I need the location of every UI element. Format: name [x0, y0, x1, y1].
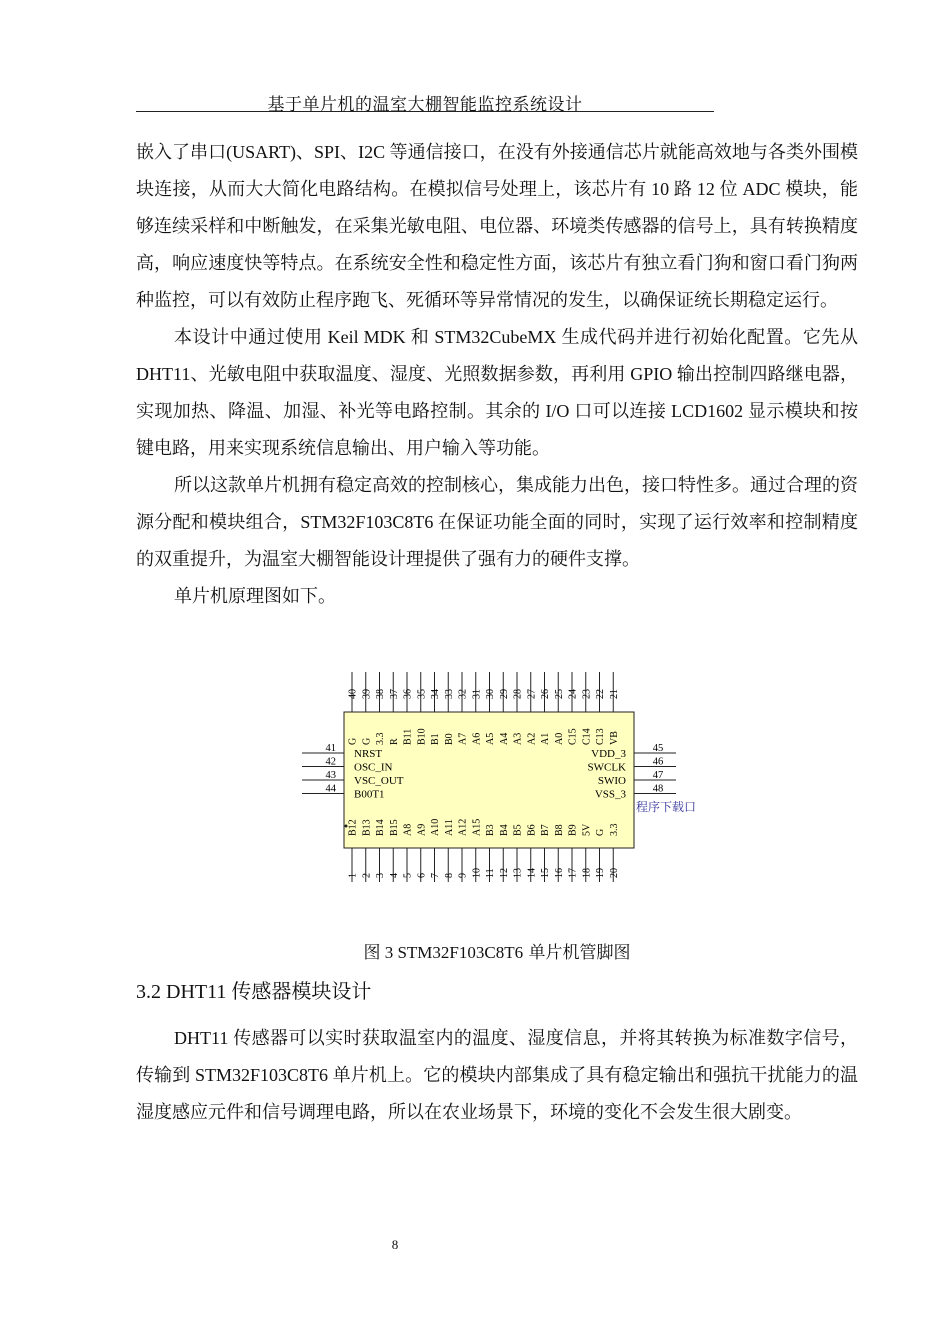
bottom-pin-label: 5V [581, 823, 593, 836]
bottom-pin-number: 3 [375, 873, 386, 878]
top-pin-label: A7 [457, 732, 469, 745]
bottom-pin-label: B13 [361, 819, 373, 836]
paragraph-1: 嵌入了串口(USART)、SPI、I2C 等通信接口，在没有外接通信芯片就能高效地与各类外围模块连接，从而大大简化电路结构。在模拟信号处理上，该芯片有 10 路 12 位 ADC 模块，能够连续采样和中断触发，在采集光敏电阻、电位器、环境类传感器的信号上，具有转换精度高，响应速度快等特点。在系统安全性和稳定性方面，该芯片有独立看门狗和窗口看门狗两种监控，可以有效防止程序跑飞、死循环等异常情况的发生，以确保证统长期稳定运行。 [136, 142, 858, 310]
left-pin-label: NRST [354, 748, 383, 760]
bottom-pin-number: 2 [361, 873, 373, 878]
right-pin-label: VDD_3 [591, 748, 626, 760]
bottom-pin-number: 8 [443, 873, 455, 878]
top-pin-label: VB [608, 731, 620, 745]
left-pin-number: 42 [325, 756, 336, 768]
header-rule [136, 111, 714, 112]
right-pin-label: SWCLK [587, 761, 626, 774]
bottom-pin-number: 1 [347, 873, 359, 878]
bottom-pin-number: 17 [567, 868, 579, 878]
bottom-pin-number: 5 [402, 873, 414, 878]
top-pin-number: 24 [567, 689, 579, 699]
top-pin-number: 21 [608, 689, 620, 699]
paragraph-3: 所以这款单片机拥有稳定高效的控制核心，集成能力出色，接口特性多。通过合理的资源分配和模块组合，STM32F103C8T6 在保证功能全面的同时，实现了运行效率和控制精度的双重提升，为温室大棚智能设计理提供了强有力的硬件支撑。 [136, 475, 858, 569]
bottom-pin-number: 6 [416, 873, 428, 878]
bottom-pin-number: 4 [388, 873, 400, 878]
bottom-pin-label: B9 [567, 824, 579, 836]
bottom-pin-label: A10 [430, 818, 441, 836]
bottom-pin-label: G [595, 828, 606, 836]
top-pin-number: 26 [540, 689, 551, 699]
bottom-pin-number: 11 [485, 868, 496, 878]
top-pin-number: 35 [416, 689, 428, 699]
body-text [136, 134, 858, 615]
right-pin-label: VSS_3 [594, 788, 626, 801]
top-pin-number: 29 [498, 689, 510, 699]
top-pin-label: B0 [443, 733, 455, 745]
top-pin-number: 39 [361, 689, 373, 699]
bottom-pin-number: 12 [498, 868, 510, 878]
bottom-pin-label: A11 [443, 819, 455, 836]
top-pin-label: B10 [416, 728, 428, 745]
top-pin-number: 31 [471, 689, 483, 699]
top-pin-number: 28 [512, 689, 524, 699]
section-title: 3.2 DHT11 传感器模块设计 [136, 981, 372, 1003]
page-header-title: 基于单片机的温室大棚智能监控系统设计 [267, 95, 583, 114]
page-number: 8 [391, 1237, 399, 1252]
top-pin-number: 36 [402, 689, 414, 699]
bottom-pin-number: 16 [553, 868, 565, 878]
top-pin-label: R [388, 738, 400, 745]
bottom-pin-label: A12 [457, 818, 469, 836]
section-body [136, 1020, 858, 1131]
top-pin-label: B11 [402, 728, 414, 745]
top-pin-label: A3 [512, 732, 524, 745]
left-pin-number: 41 [325, 743, 336, 754]
bottom-pin-number: 18 [581, 868, 593, 878]
top-pin-number: 33 [443, 689, 455, 699]
top-pin-label: C13 [595, 728, 606, 745]
top-pin-number: 25 [553, 689, 565, 699]
bottom-pin-label: B5 [512, 824, 524, 836]
paragraph-2: 本设计中通过使用 Keil MDK 和 STM32CubeMX 生成代码并进行初始化配置。它先从 DHT11、光敏电阻中获取温度、湿度、光照数据参数，再利用 GPIO 输出控制四路继电器，实现加热、降温、加湿、补光等电路控制。其余的 I/O 口可以连接 LCD1602 显示模块和按键电路，用来实现系统信息输出、用户输入等功能。 [136, 327, 858, 458]
top-pin-label: B1 [430, 733, 441, 745]
bottom-pin-label: B12 [347, 819, 359, 836]
right-pin-label: SWIO [597, 775, 626, 787]
caption-prefix: 图 3 [363, 943, 398, 962]
right-pin-number: 46 [652, 756, 664, 768]
top-pin-number: 32 [457, 689, 469, 699]
left-pin-label: OSC_IN [354, 761, 393, 774]
top-pin-number: 22 [595, 689, 606, 699]
mcu-pin-diagram [296, 666, 716, 886]
top-pin-label: 3.3 [375, 732, 386, 745]
left-pin-label: B00T1 [354, 788, 385, 801]
chip-svg [296, 666, 716, 886]
bottom-pin-label: B4 [498, 824, 510, 836]
figure-caption [136, 938, 858, 963]
paragraph-4: 单片机原理图如下。 [174, 586, 336, 606]
caption-model: STM32F103C8T6 [397, 943, 524, 962]
bottom-pin-number: 19 [595, 868, 606, 878]
bottom-pin-number: 7 [430, 873, 441, 878]
top-pin-number: 30 [485, 689, 496, 699]
left-pin-label: VSC_OUT [354, 775, 404, 787]
bottom-pin-label: B15 [388, 819, 400, 836]
bottom-pin-number: 14 [526, 868, 538, 878]
bottom-pin-label: B3 [485, 824, 496, 836]
bottom-pin-number: 13 [512, 868, 524, 878]
bottom-pin-label: A15 [471, 818, 483, 836]
top-pin-label: A6 [471, 732, 483, 745]
left-pin-number: 43 [325, 770, 336, 781]
top-pin-label: A1 [540, 732, 551, 745]
bottom-pin-label: B7 [540, 824, 551, 836]
bottom-pin-label: B14 [375, 819, 386, 836]
top-pin-number: 40 [347, 689, 359, 699]
bottom-pin-number: 10 [471, 868, 483, 878]
bottom-pin-label: A9 [416, 823, 428, 836]
top-pin-label: A5 [485, 732, 496, 745]
bottom-pin-label: B8 [553, 824, 565, 836]
pin1-marker-icon [345, 825, 348, 828]
top-pin-label: A2 [526, 732, 538, 745]
bottom-pin-number: 9 [457, 873, 469, 878]
caption-suffix: 单片机管脚图 [523, 943, 631, 963]
download-port-label: 程序下载口 [636, 800, 697, 814]
left-pin-number: 44 [325, 783, 336, 795]
bottom-pin-label: 3.3 [608, 823, 620, 836]
bottom-pin-label: B6 [526, 824, 538, 836]
top-pin-number: 23 [581, 689, 593, 699]
bottom-pin-number: 15 [540, 868, 551, 878]
section-paragraph-1: DHT11 传感器可以实时获取温室内的温度、湿度信息，并将其转换为标准数字信号，传输到 STM32F103C8T6 单片机上。它的模块内部集成了具有稳定输出和强抗干扰能力的温湿度感应元件和信号调理电路，所以在农业场景下，环境的变化不会发生很大剧变。 [136, 1028, 858, 1122]
right-pin-number: 47 [652, 770, 664, 781]
right-pin-number: 45 [652, 743, 664, 754]
top-pin-label: G [347, 737, 359, 745]
bottom-pin-label: A8 [402, 823, 414, 836]
top-pin-number: 34 [430, 689, 441, 699]
top-pin-label: C15 [567, 728, 579, 745]
right-pin-number: 48 [652, 783, 664, 795]
bottom-pin-number: 20 [608, 868, 620, 878]
top-pin-number: 37 [388, 689, 400, 699]
top-pin-label: A4 [498, 732, 510, 745]
top-pin-number: 27 [526, 689, 538, 699]
top-pin-label: C14 [581, 728, 593, 745]
top-pin-label: A0 [553, 732, 565, 745]
top-pin-number: 38 [375, 689, 386, 699]
top-pin-label: G [361, 737, 373, 745]
